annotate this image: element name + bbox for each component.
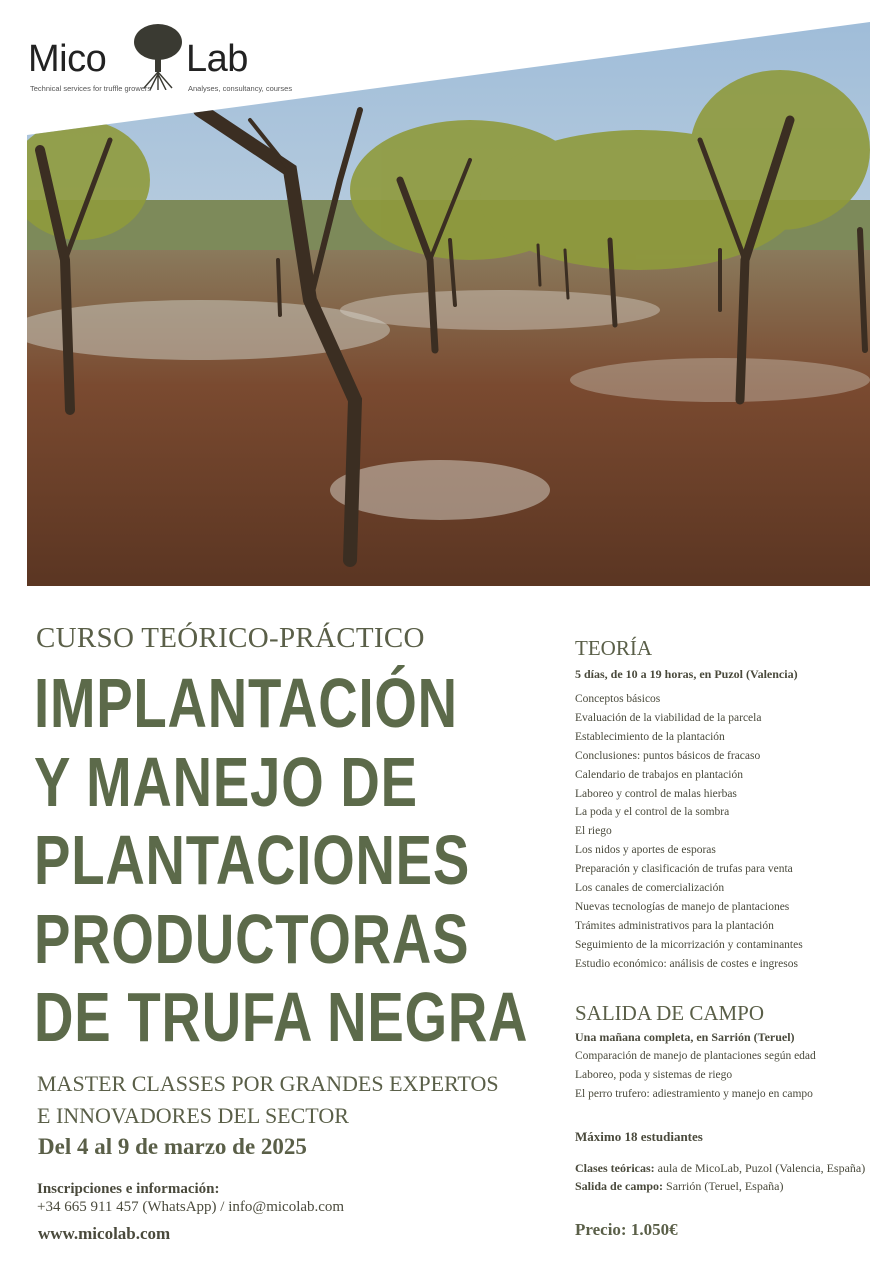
- list-item: El riego: [575, 825, 612, 838]
- list-item: Conclusiones: puntos básicos de fracaso: [575, 749, 761, 762]
- teoria-schedule: 5 días, de 10 a 19 horas, en Puzol (Valencia): [575, 667, 798, 681]
- master-line-1: MASTER CLASSES POR GRANDES EXPERTOS: [37, 1071, 499, 1096]
- max-students: Máximo 18 estudiantes: [575, 1129, 703, 1144]
- list-item: Seguimiento de la micorrización y contaminantes: [575, 938, 803, 951]
- website-link[interactable]: www.micolab.com: [38, 1224, 171, 1243]
- campo-list: [575, 1047, 885, 1104]
- logo-tagline-left: Technical services for truffle growers: [30, 84, 152, 93]
- course-title-line: DE TRUFA NEGRA: [34, 978, 529, 1056]
- list-item: Nuevas tecnologías de manejo de plantaciones: [575, 900, 790, 913]
- salida-label: Salida de campo:: [575, 1179, 664, 1193]
- master-line-2: E INNOVADORES DEL SECTOR: [37, 1103, 349, 1128]
- list-item: Trámites administrativos para la plantación: [575, 919, 774, 932]
- list-item: El perro trufero: adiestramiento y manejo en campo: [575, 1087, 813, 1100]
- list-item: La poda y el control de la sombra: [575, 806, 730, 819]
- list-item: Los canales de comercialización: [575, 882, 725, 895]
- list-item: Evaluación de la viabilidad de la parcela: [575, 711, 762, 724]
- contact-email[interactable]: info@micolab.com: [228, 1199, 345, 1215]
- master-classes: [37, 1068, 499, 1132]
- campo-section: [575, 1001, 885, 1104]
- location-details: [575, 1159, 885, 1195]
- logo-tagline-right: Analyses, consultancy, courses: [188, 84, 293, 93]
- logo-word-lab: Lab: [186, 38, 248, 80]
- list-item: Laboreo, poda y sistemas de riego: [575, 1068, 733, 1081]
- course-dates: Del 4 al 9 de marzo de 2025: [38, 1134, 307, 1159]
- logo-word-mico: Mico: [28, 38, 107, 80]
- course-title-line: Y MANEJO DE: [34, 742, 418, 821]
- salida-value: Sarrión (Teruel, España): [666, 1179, 784, 1193]
- list-item: Laboreo y control de malas hierbas: [575, 787, 737, 800]
- tree-icon: [132, 22, 184, 90]
- contact-block: [37, 1180, 344, 1216]
- course-title-line: PLANTACIONES: [34, 821, 471, 899]
- campo-schedule: Una mañana completa, en Sarrión (Teruel): [575, 1030, 795, 1044]
- contact-label: Inscripciones e información:: [37, 1181, 220, 1197]
- list-item: Calendario de trabajos en plantación: [575, 768, 743, 781]
- list-item: Estudio económico: análisis de costes e ingresos: [575, 957, 798, 970]
- micolab-logo: [28, 22, 293, 98]
- clases-value: aula de MicoLab, Puzol (Valencia, España): [657, 1161, 866, 1175]
- list-item: Preparación y clasificación de trufas para venta: [575, 863, 793, 876]
- list-item: Establecimiento de la plantación: [575, 730, 725, 743]
- course-title-line: IMPLANTACIÓN: [34, 664, 458, 742]
- list-item: Comparación de manejo de plantaciones según edad: [575, 1050, 816, 1062]
- list-item: Conceptos básicos: [575, 693, 661, 705]
- teoria-section: [575, 636, 885, 974]
- list-item: Los nidos y aportes de esporas: [575, 844, 716, 857]
- course-title-line: PRODUCTORAS: [34, 899, 470, 978]
- course-title: [34, 664, 529, 1057]
- contact-phone[interactable]: +34 665 911 457 (WhatsApp) /: [37, 1199, 225, 1215]
- teoria-list: [575, 690, 885, 974]
- course-price: Precio: 1.050€: [575, 1220, 678, 1239]
- clases-label: Clases teóricas:: [575, 1161, 655, 1175]
- teoria-title: TEORÍA: [575, 636, 652, 660]
- course-kicker: CURSO TEÓRICO-PRÁCTICO: [36, 622, 425, 654]
- campo-title: SALIDA DE CAMPO: [575, 1001, 765, 1025]
